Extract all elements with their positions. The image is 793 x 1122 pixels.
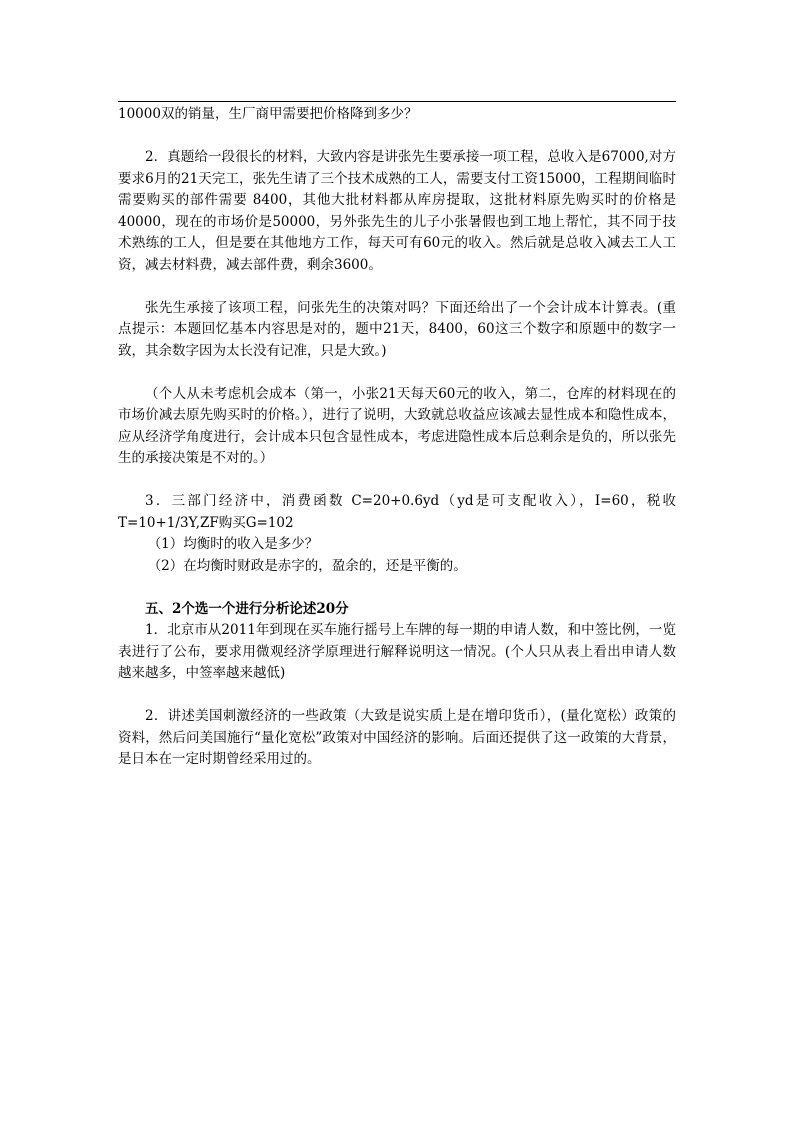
- question-2-material: 2．真题给一段很长的材料，大致内容是讲张先生要承接一项工程，总收入是67000,对方要求6月的21天完工，张先生请了三个技术成熟的工人，需要支付工资15000，工程期间临时需要购买的部件需要 8400，其他大批材料都从库房提取，这批材料原先购买时的价格是40000，现在的市场价是50000，另外张先生的儿子小张暑假也到工地上帮忙，其不同于技术熟练的工人，但是要在其他地方工作，每天可有60元的收入。然后就是总收入减去工人工资，减去材料费，减去部件费，剩余3600。: [118, 149, 676, 273]
- question-2-ask: 张先生承接了该项工程，问张先生的决策对吗？下面还给出了一个会计成本计算表。(重点提示：本题回忆基本内容思是对的，题中21天，8400，60这三个数字和原题中的数字一致，其余数字因为太长没有记准，只是大致。): [118, 299, 676, 359]
- question-3-stem: 3．三部门经济中，消费函数 C=20+0.6yd（yd是可支配收入），I=60，税收 T=10+1/3Y,ZF购买G=102: [118, 493, 676, 531]
- question-3-sub-1: （1）均衡时的收入是多少？: [147, 536, 319, 552]
- document-body: [118, 104, 676, 771]
- continuation-line: 10000双的销量，生厂商甲需要把价格降到多少？: [118, 106, 418, 122]
- section-5-question-2: 2．讲述美国刺激经济的一些政策（大致是说实质上是在增印货币），(量化宽松）政策的资料，然后问美国施行“量化宽松”政策对中国经济的影响。后面还提供了这一政策的大背景，是日本在一定时期曾经采用过的。: [118, 708, 676, 767]
- section-5-question-1: 1．北京市从2011年到现在买车施行摇号上车牌的每一期的申请人数，和中签比例，一览表进行了公布，要求用微观经济学原理进行解释说明这一情况。(个人只从表上看出申请人数越来越多，中签率越来越低): [118, 622, 676, 681]
- section-5-heading: 五、2个选一个进行分析论述20分: [145, 600, 349, 617]
- header-rule: [118, 101, 676, 102]
- question-3-sub-2: （2）在均衡时财政是赤字的，盈余的，还是平衡的。: [147, 557, 467, 574]
- question-2-answer-note: （个人从未考虑机会成本（第一，小张21天每天60元的收入，第二，仓库的材料现在的市场价减去原先购买时的价格。），进行了说明，大致就总收益应该减去显性成本和隐性成本，应从经济学角度进行，会计成本只包含显性成本，考虑进隐性成本后总剩余是负的，所以张先生的承接决策是不对的。）: [118, 385, 676, 466]
